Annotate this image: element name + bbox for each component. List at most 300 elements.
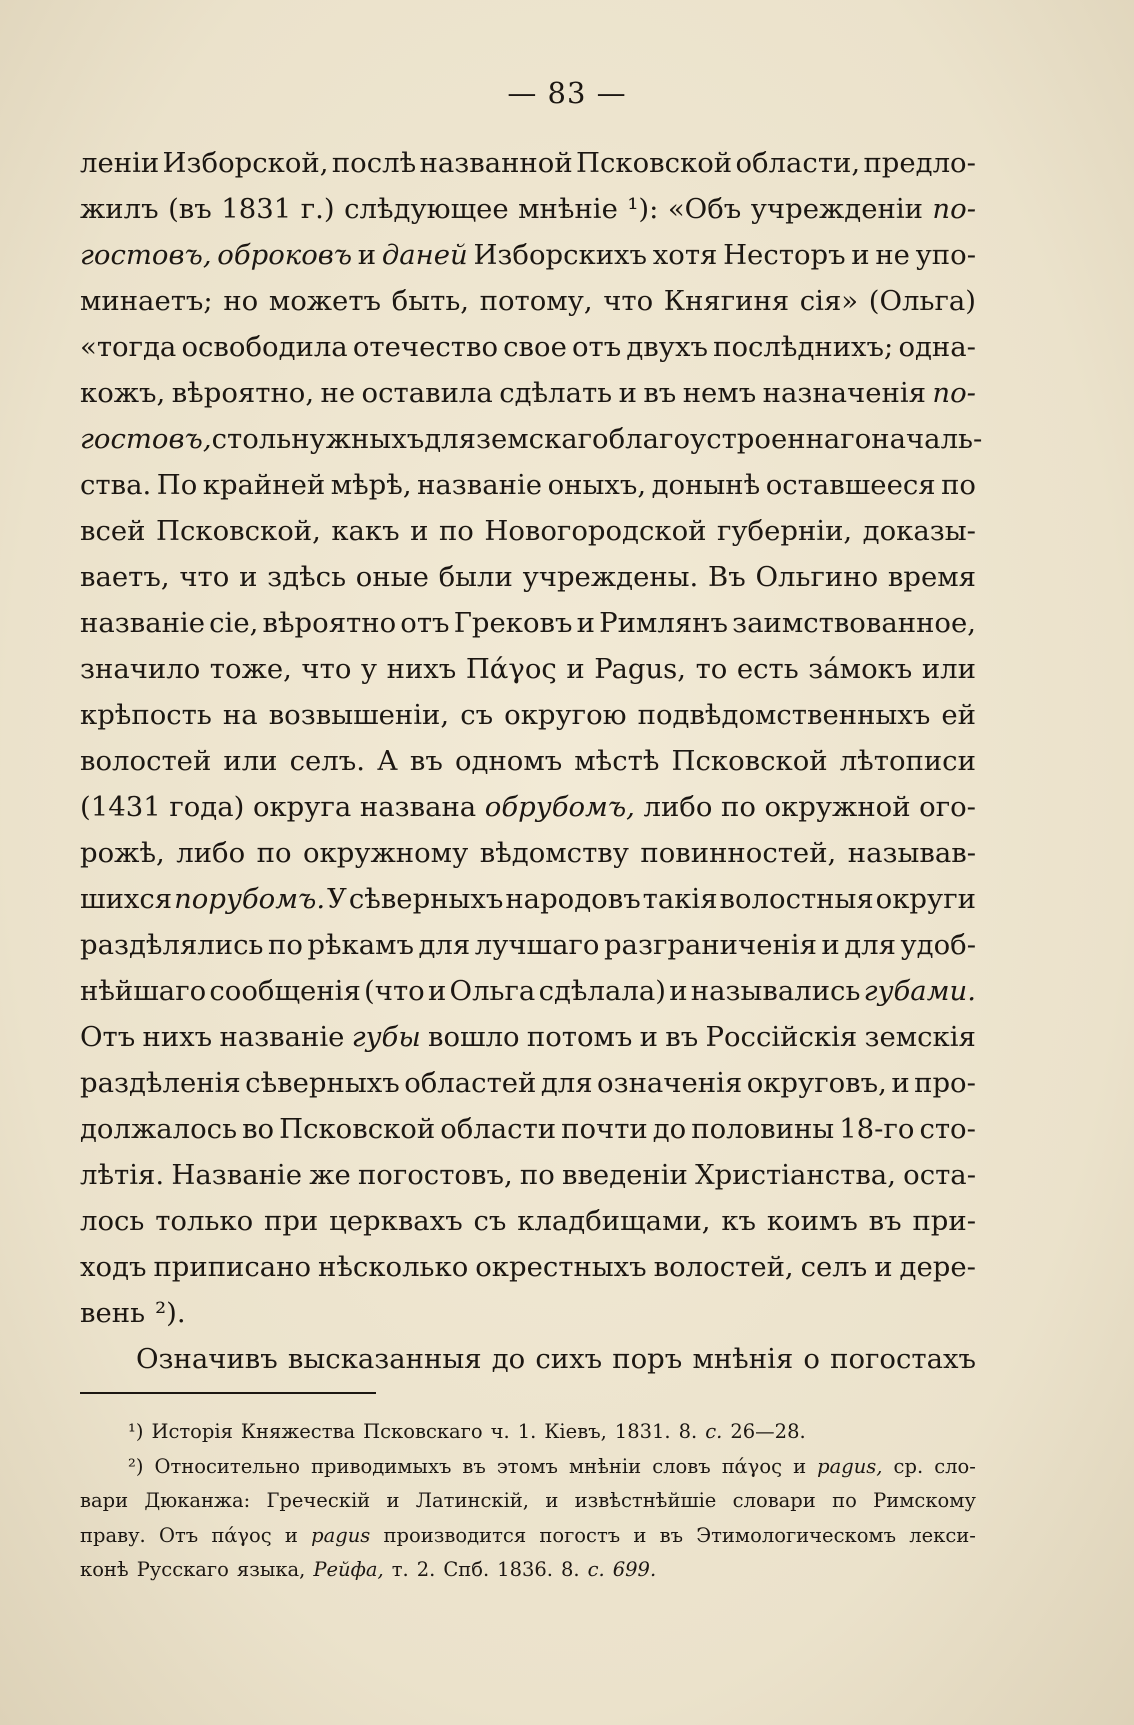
word: ¹) [128,1420,144,1443]
word: либо [176,837,246,869]
word: ср. [893,1454,924,1478]
word: о [803,1343,820,1375]
word: погостъ [539,1523,621,1547]
word: раздѣленiя [80,1067,241,1099]
word: мнѣнiе [518,193,618,225]
word: Pagus, [594,653,687,685]
word: 2. [416,1558,436,1581]
word: губы [351,1021,421,1053]
word: этомъ [496,1454,558,1478]
word: рожѣ, [80,837,165,869]
word: Этимологическомъ [696,1523,897,1547]
word: по [519,1159,555,1191]
word: въ [659,1523,683,1547]
word: въ [462,1454,486,1478]
word: πάγος [721,1454,782,1478]
word: 8. [561,1558,580,1581]
word: областей [404,1067,537,1099]
word: и [874,1251,893,1283]
word: зáмокъ [808,653,913,685]
word: что [301,653,352,685]
word: означенiя [597,1067,743,1099]
word: и [618,377,637,409]
word: не [875,239,910,271]
word: и [284,1523,298,1547]
word: ей [941,699,976,731]
word: окружному [302,837,469,869]
word: только [155,1205,254,1237]
word: къ [721,1205,757,1237]
word: при [264,1205,319,1237]
word: сообщенiя [209,975,361,1007]
word: праву. [80,1523,146,1547]
word: или [921,653,976,685]
word: производится [383,1523,527,1547]
word: что [179,561,230,593]
word: pagus [311,1523,371,1547]
word: Кiевъ, [544,1420,607,1443]
word: разграниченiя [603,929,817,961]
word: названiе [80,607,205,639]
text-line [80,416,983,462]
word: отъ [571,331,622,363]
text-line [80,278,976,324]
word: столь [211,423,292,455]
text-line [80,784,976,830]
text-line [80,922,976,968]
word: приводимыхъ [311,1454,452,1478]
word: и [566,653,585,685]
word: оставила [361,377,493,409]
word: языка, [236,1558,306,1581]
word: благоустроеннаго [608,423,872,455]
word: волостныя [719,883,874,915]
word: на [222,699,258,731]
word: и [357,239,377,271]
word: года) [169,791,245,823]
text-line [80,738,976,784]
word: лось [80,1205,145,1237]
word: сихъ [535,1343,603,1375]
word: мнѣнiи [568,1454,642,1478]
word: здѣсь [267,561,347,593]
word: (1431 [80,791,161,823]
word: ²) [128,1454,144,1478]
text-line [80,1290,976,1336]
footnote-divider [80,1392,376,1394]
word: про- [914,1067,976,1099]
word: ленiи [80,147,160,179]
text-line [80,1244,976,1290]
word: для [540,1067,593,1099]
word: Княгиня [663,285,790,317]
page-number: — 83 — [507,76,627,110]
word: либо [643,791,713,823]
word: должалось [80,1113,238,1145]
word: губами. [863,975,976,1007]
word: Относительно [154,1454,300,1478]
word: πάγος [211,1523,272,1547]
word: сiе, [209,607,259,639]
word: что [603,285,654,317]
word: сто- [919,1113,976,1145]
word: быть, [391,285,470,317]
word: Отъ [158,1523,199,1547]
word: поръ [612,1343,683,1375]
text-line [80,968,976,1014]
word: словари [732,1489,816,1512]
text-line [80,600,976,646]
word: доказы- [862,515,976,547]
word: «Объ [667,193,742,225]
word: По [156,469,198,501]
word: мнѣнiя [692,1343,794,1375]
word: называв- [847,837,976,869]
word: округа [252,791,352,823]
word: и [821,929,840,961]
word: сѣверныхъ [348,883,504,915]
footnote-line [80,1484,976,1519]
word: въ [409,745,443,777]
word: Латинскiй, [415,1489,530,1512]
word: тоже, [209,653,292,685]
word: сѣверныхъ [245,1067,400,1099]
word: послѣ [331,147,417,179]
word: порубомъ. [174,883,326,915]
word: Псковской [671,745,828,777]
word: и [851,239,870,271]
word: селъ. [289,745,365,777]
word: лѣтiя. [80,1159,165,1191]
word: для [424,423,476,455]
word: окрестныхъ [475,1251,647,1283]
word: Названiе [171,1159,302,1191]
word: въ [643,377,677,409]
word: даней [381,239,468,271]
word: Дюканжа: [144,1489,251,1512]
word: 1831 [221,193,292,225]
word: не [320,377,356,409]
word: и [545,1489,559,1512]
word: по [438,515,474,547]
word: ого- [919,791,976,823]
word: названiе [417,469,543,501]
word: нужныхъ [291,423,425,455]
word: названа [359,791,477,823]
word: потомъ [526,1021,633,1053]
word: до [652,1113,687,1145]
word: введенiи [561,1159,688,1191]
word: области [440,1113,557,1145]
word: 1836. [497,1558,553,1581]
footnote-line [80,1450,976,1485]
word: съ [473,1205,507,1237]
word: Несторъ [723,239,846,271]
word: (въ [168,193,212,225]
text-line [80,876,976,922]
word: коимъ [766,1205,858,1237]
word: (что [364,975,425,1007]
word: нихъ [142,1021,213,1053]
word: названной [419,147,573,179]
word: и [669,975,688,1007]
word: 18-го [839,1113,915,1145]
word: сiя» [799,285,859,317]
text-line [80,830,976,876]
word: почти [561,1113,648,1145]
word: и [427,975,447,1007]
word: послѣднихъ; [713,331,894,363]
word: по [721,791,756,823]
word: нѣйшаго [80,975,207,1007]
word: мѣрѣ, [330,469,412,501]
word: гостовъ, [80,239,212,271]
word: вари [80,1489,129,1512]
word: есть [736,653,799,685]
word: Ольга [449,975,536,1007]
word: 1. [517,1420,537,1443]
word: и [633,1523,647,1547]
word: округи [875,883,976,915]
word: Изборской, [162,147,329,179]
text-line [80,554,976,600]
word: Отъ [80,1021,136,1053]
word: удоб- [900,929,976,961]
word: pagus, [817,1454,883,1478]
word: Означивъ [136,1343,278,1375]
word: по [832,1489,857,1512]
word: сдѣлала) [538,975,666,1007]
word: раздѣлялись [80,929,264,961]
word: 699. [612,1558,657,1581]
word: или [223,745,278,777]
word: ходъ [80,1251,147,1283]
word: Спб. [443,1558,490,1581]
word: упо- [915,239,976,271]
word: области, [735,147,861,179]
word: А [377,745,398,777]
word: 26—28. [730,1420,806,1443]
text-line [80,646,976,692]
word: сло- [934,1454,976,1478]
word: и [576,607,595,639]
word: т. [391,1558,409,1581]
word: оные [355,561,429,593]
word: дере- [899,1251,976,1283]
word: Ольгино [755,561,879,593]
text-line [80,692,976,738]
word: названiе [219,1021,345,1053]
word: повинностей, [640,837,837,869]
word: Русскаго [136,1558,229,1581]
word: высказанныя [287,1343,482,1375]
word: мѣстѣ [574,745,660,777]
text-line [80,186,976,232]
word: и [386,1489,400,1512]
word: потому, [479,285,593,317]
word: же [309,1159,351,1191]
word: извѣстнѣйшiе [574,1489,717,1512]
word: округою [504,699,627,731]
word: учрежденiи [750,193,923,225]
word: 8. [678,1420,698,1443]
word: оставшееся [765,469,936,501]
text-line [80,1152,976,1198]
word: «тогда [80,331,177,363]
word: окружной [764,791,911,823]
word: земскаго [476,423,609,455]
word: до [491,1343,526,1375]
word: конѣ [80,1558,129,1581]
word: всей [80,515,146,547]
word: для [844,929,896,961]
word: крѣпость [80,699,212,731]
word: ства. [80,469,152,501]
word: ¹): [627,193,659,225]
word: назывались [690,975,861,1007]
word: свое [503,331,567,363]
word: нѣсколько [318,1251,469,1283]
word: возвышенiи, [268,699,450,731]
word: с. [587,1558,605,1581]
word: въ [665,1021,699,1053]
word: Псковской [576,147,733,179]
word: Изборскихъ [473,239,648,271]
word: какъ [331,515,400,547]
word: Псковской [279,1113,436,1145]
word: Исторiя [151,1420,233,1443]
word: Греческiй [266,1489,371,1512]
word: погостовъ, [357,1159,513,1191]
word: кожъ, [80,377,166,409]
word: рѣкамъ [307,929,415,961]
word: оста- [903,1159,976,1191]
word: земскiя [864,1021,976,1053]
word: ²). [155,1297,186,1329]
word: Псковскаго [363,1420,483,1443]
body-text [80,140,983,1382]
word: учреждены. [522,561,699,593]
word: освободила [181,331,348,363]
word: обрубомъ, [484,791,635,823]
footnote-line [80,1519,976,1554]
word: для [418,929,471,961]
word: г.) [300,193,335,225]
text-line [80,1198,976,1244]
word: хотя [652,239,718,271]
text-line [80,1060,976,1106]
word: значило [80,653,201,685]
word: и [239,561,258,593]
word: во [242,1113,275,1145]
word: Въ [708,561,746,593]
word: Рейфа, [313,1558,384,1581]
word: ваетъ, [80,561,170,593]
word: приписано [153,1251,312,1283]
word: по [256,837,292,869]
word: вѣдомству [479,837,629,869]
word: Псковской, [156,515,321,547]
word: Княжества [240,1420,356,1443]
word: с. [705,1420,723,1443]
word: одномъ [454,745,563,777]
word: такiя [642,883,718,915]
word: предло- [863,147,976,179]
word: донынѣ [651,469,761,501]
text-line [80,462,976,508]
word: нихъ [386,653,457,685]
word: и [793,1454,807,1478]
text-line [80,1014,976,1060]
word: слѣдующее [344,193,509,225]
word: Новогородской [484,515,707,547]
word: лучшаго [474,929,600,961]
word: по- [932,193,976,225]
footnotes [80,1415,976,1588]
word: Грековъ [453,607,573,639]
word: по- [932,377,976,409]
word: жилъ [80,193,159,225]
footnote-line [80,1553,976,1588]
word: при- [912,1205,976,1237]
word: погостахъ [830,1343,976,1375]
text-line [80,1106,976,1152]
word: Πάγος [465,653,557,685]
word: оброковъ [217,239,353,271]
word: началь- [871,423,983,455]
word: и [410,515,429,547]
word: то [695,653,728,685]
text-line [80,324,976,370]
word: волостей [80,745,212,777]
word: вень [80,1297,146,1329]
word: подвѣдомственныхъ [637,699,931,731]
word: половины [691,1113,835,1145]
word: минаетъ; [80,285,213,317]
word: можетъ [268,285,382,317]
word: вѣроятно [262,607,397,639]
word: двухъ [626,331,708,363]
word: и [891,1067,910,1099]
word: словъ [652,1454,711,1478]
word: время [887,561,976,593]
footnote-line [80,1415,976,1450]
word: Россiйскiя [705,1021,858,1053]
word: селъ [800,1251,868,1283]
word: по [941,469,976,501]
word: и [639,1021,659,1053]
word: оныхъ, [547,469,647,501]
word: назначенiя [762,377,926,409]
word: были [438,561,513,593]
word: 1831. [614,1420,671,1443]
text-line [80,508,976,554]
word: лекси- [909,1523,976,1547]
word: волостей, [653,1251,794,1283]
word: У [327,883,347,915]
word: народовъ [505,883,641,915]
word: лѣтописи [839,745,976,777]
word: губернiи, [716,515,853,547]
word: ч. [490,1420,510,1443]
word: церквахъ [329,1205,463,1237]
word: Христiанства, [695,1159,896,1191]
word: вѣроятно, [171,377,315,409]
word: крайней [202,469,326,501]
text-line [80,370,976,416]
text-line [80,232,976,278]
word: Римлянъ [599,607,728,639]
